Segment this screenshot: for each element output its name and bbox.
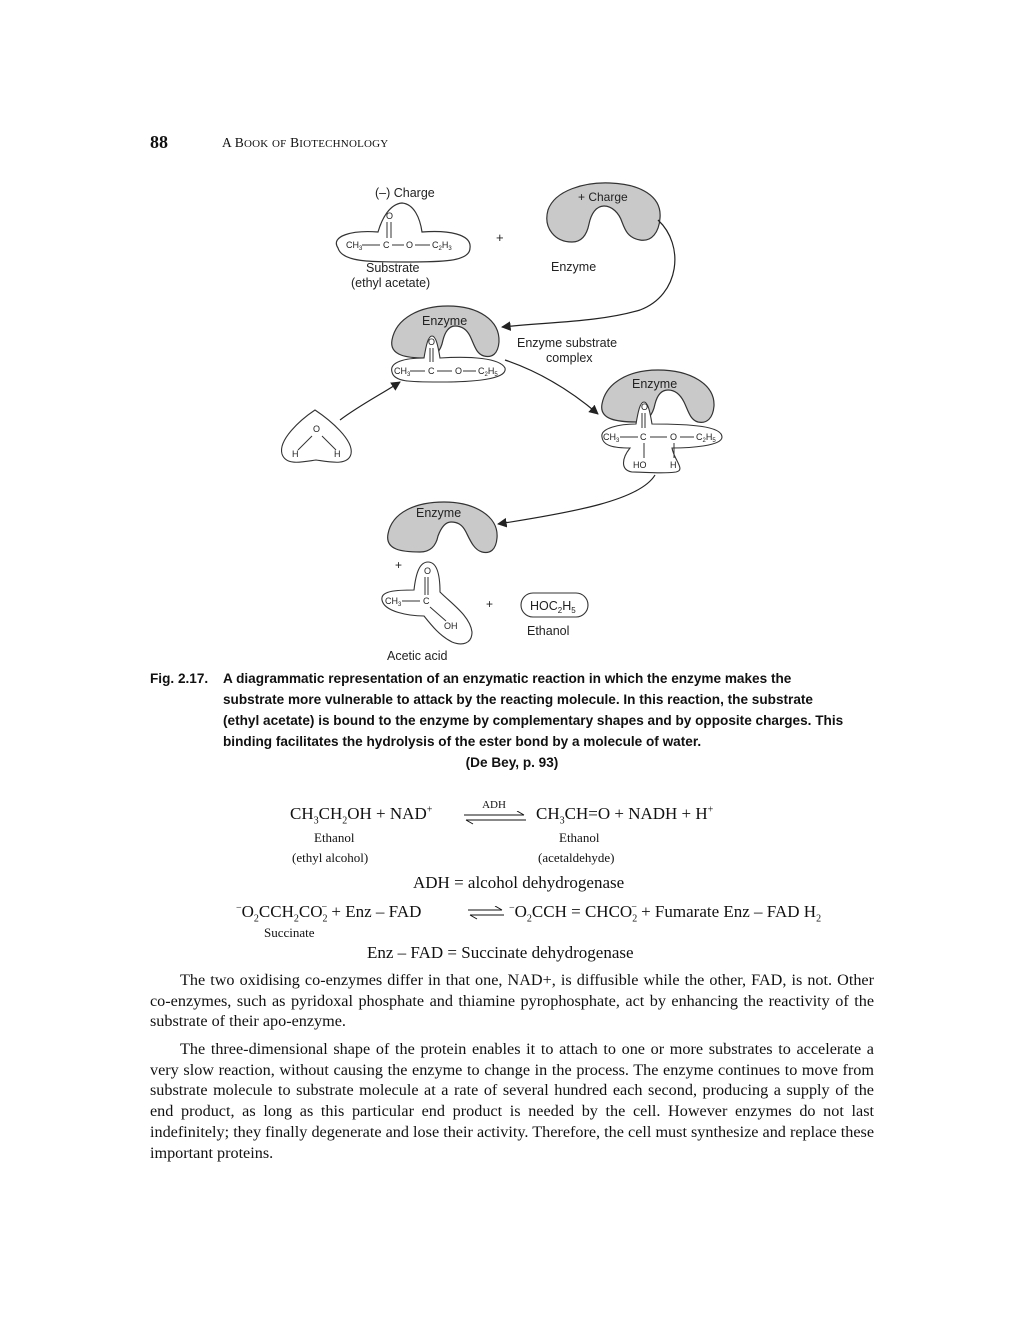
equilibrium-arrow	[466, 906, 506, 920]
arrow	[498, 475, 655, 524]
arrow	[340, 382, 400, 420]
atom-h: H	[670, 460, 677, 470]
atom-h: H	[334, 449, 341, 459]
enzyme-label: Enzyme	[416, 506, 462, 520]
atom-c2h3: $C_2H_3$	[432, 240, 452, 252]
neg-charge-label: (–) Charge	[375, 186, 435, 200]
pos-charge-label: + Charge	[578, 190, 628, 204]
adh-definition: ADH = alcohol dehydrogenase	[413, 873, 625, 892]
enzyme-label: Enzyme	[632, 377, 678, 391]
rh-of: OF	[272, 138, 287, 150]
equation-1-left: $CH_3CH_2OH + NAD^+$	[290, 804, 433, 827]
enz-fad-definition: Enz – FAD = Succinate dehydrogenase	[367, 943, 634, 962]
acetic-acid-label: Acetic acid	[387, 649, 448, 663]
atom-c: C	[383, 240, 390, 250]
atom-o: O	[641, 402, 649, 412]
rh-biotech: IOTECHNOLOGY	[299, 138, 389, 150]
atom-ch3: $CH_3$	[346, 240, 363, 252]
atom-ho: HO	[633, 460, 647, 470]
substrate-name-label: (ethyl acetate)	[351, 276, 431, 290]
enzyme-reaction-figure	[260, 176, 740, 666]
atom-c2h5: $C_2H_5$	[478, 366, 498, 378]
atom-c: C	[428, 366, 435, 376]
label-acetaldehyde: (acetaldehyde)	[538, 850, 615, 865]
rh-a: A	[222, 135, 232, 150]
plus-sign: +	[496, 230, 504, 245]
complex-label-line1: Enzyme substrate	[517, 336, 618, 350]
atom-ch3: $CH_3$	[603, 432, 620, 444]
atom-oh: OH	[444, 621, 458, 631]
label-ethyl-alcohol: (ethyl alcohol)	[292, 850, 369, 865]
equation-2-right: $^-O_2CCH$ = $CHCO_2^-$ + Fumarate Enz – FAD $H_2$	[509, 902, 822, 925]
figure-label: Fig. 2.17.	[150, 671, 209, 686]
rh-book: OOK	[244, 138, 269, 150]
caption-line: substrate more vulnerable to attack by the reacting molecule. In this reaction, the substrate	[223, 692, 813, 707]
running-head: A BOOK OF BIOTECHNOLOGY	[222, 135, 389, 150]
atom-o: O	[424, 566, 432, 576]
complex-label-line2: complex	[546, 351, 593, 365]
atom-o: O	[455, 366, 463, 376]
atom-o: O	[386, 211, 394, 221]
atom-o: O	[406, 240, 414, 250]
atom-o: O	[428, 337, 436, 347]
caption-line: (ethyl acetate) is bound to the enzyme by complementary shapes and by opposite charges. This	[223, 713, 844, 728]
ethanol-formula: $HOC_2H_5$	[530, 599, 576, 615]
label-ethanol: Ethanol	[314, 830, 355, 845]
substrate-outline	[336, 203, 470, 262]
paragraph-2: The three-dimensional shape of the protein enables it to attach to one or more substrates to accelerate a very slow reaction, without causing the enzyme to change in the process. The enzyme continues to move from substrate molecule to substrate molecule at a rate of several hundred each second, producing a supply of the end product, as long as this particular end product is needed by the cell. However enzymes do not last indefinitely; they finally degenerate and lose their activity. Therefore, the cell must synthesize and replace these important proteins.	[150, 1040, 874, 1162]
equation-1-right: $CH_3CH=O$ + NADH + H+	[536, 804, 714, 827]
plus-sign: +	[486, 597, 494, 611]
paragraph-1: The two oxidising co-enzymes differ in that one, NAD+, is diffusible while the other, FAD, is not. Other co-enzymes, such as pyridoxal phosphate and thiamine pyrophosphate, act by enhancing the reactivity of the substrate of their apo-enzyme.	[150, 971, 874, 1031]
rh-b: B	[290, 135, 300, 150]
caption-line: A diagrammatic representation of an enzymatic reaction in which the enzyme makes the	[223, 671, 792, 686]
page-number: 88	[150, 132, 168, 152]
label-ethanal: Ethanol	[559, 830, 600, 845]
plus-sign: +	[395, 558, 403, 572]
caption-line: binding facilitates the hydrolysis of the ester bond by a molecule of water.	[223, 734, 702, 749]
atom-c: C	[640, 432, 647, 442]
adh-arrow-label: ADH	[482, 799, 506, 811]
enzyme-label: Enzyme	[422, 314, 468, 328]
atom-ch3: $CH_3$	[394, 366, 411, 378]
atom-ch3: $CH_3$	[385, 596, 402, 608]
arrow	[505, 360, 598, 414]
atom-c: C	[423, 596, 430, 606]
atom-h: H	[292, 449, 299, 459]
label-succinate: Succinate	[264, 925, 315, 940]
caption-source: (De Bey, p. 93)	[465, 755, 559, 770]
ethanol-label: Ethanol	[527, 624, 570, 638]
figure-caption	[150, 668, 874, 773]
equation-2-left: $^-O_2CCH_2CO_2^-$ + Enz – FAD	[236, 902, 422, 925]
substrate-label: Substrate	[366, 261, 420, 275]
equilibrium-arrow	[462, 811, 528, 825]
atom-o: O	[313, 424, 321, 434]
atom-c2h5: $C_2H_5$	[696, 432, 716, 444]
enzyme-label: Enzyme	[551, 260, 597, 274]
atom-o: O	[670, 432, 678, 442]
